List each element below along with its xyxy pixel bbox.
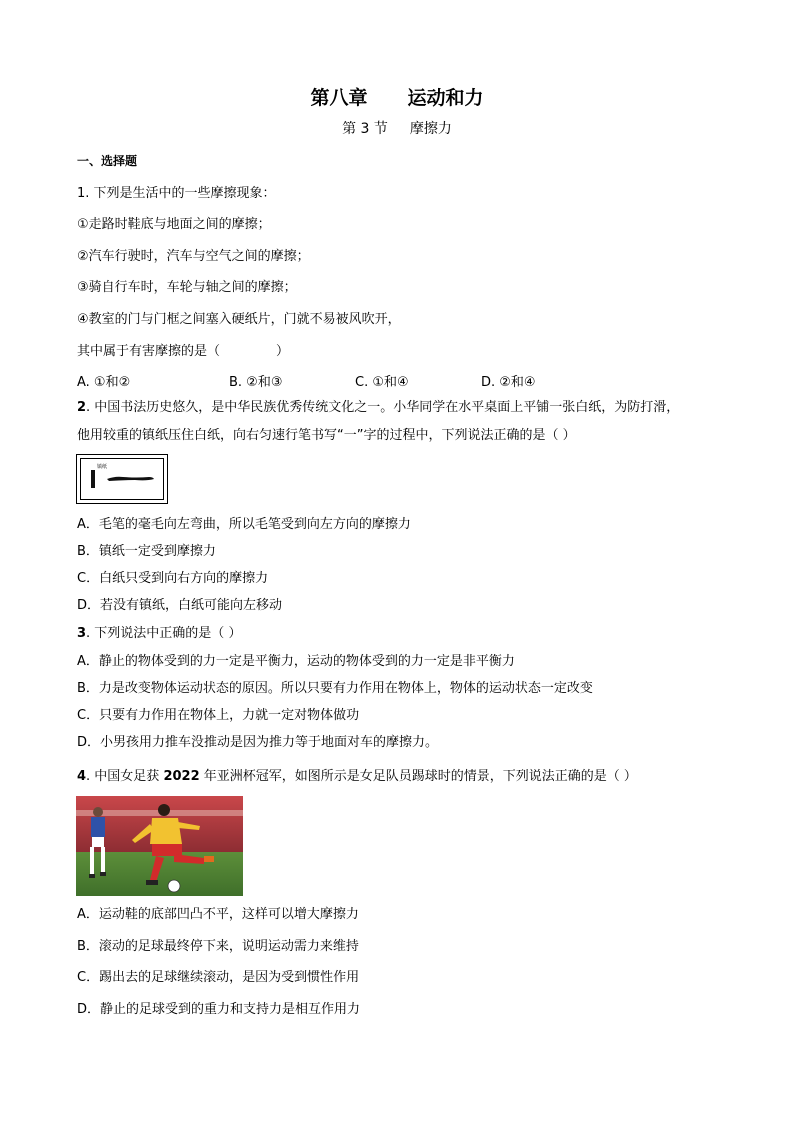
section-heading: 一、选择题 <box>77 154 138 168</box>
q2-option-d: D．若没有镇纸，白纸可能向左移动 <box>77 598 283 613</box>
q1-ask-close: ） <box>276 344 290 359</box>
q2-option-a: A．毛笔的毫毛向左弯曲，所以毛笔受到向左方向的摩擦力 <box>77 517 411 532</box>
q1-item-4: ④教室的门与门框之间塞入硬纸片，门就不易被风吹开， <box>77 312 401 327</box>
q1-option-a: A. ①和② <box>77 375 131 390</box>
q1-item-1: ①走路时鞋底与地面之间的摩擦； <box>77 217 271 232</box>
q1-ask-text: 其中属于有害摩擦的是（ <box>77 344 221 359</box>
soccer-photo <box>76 796 243 896</box>
q1-item-2: ②汽车行驶时，汽车与空气之间的摩擦； <box>77 249 310 264</box>
q1-stem: 1. 下列是生活中的一些摩擦现象： <box>77 186 276 201</box>
page-subtitle <box>0 120 794 138</box>
q1-ask <box>77 343 289 361</box>
calligraphy-figure <box>76 454 168 504</box>
paperweight-shape <box>91 470 95 488</box>
soccer-ball <box>168 880 180 892</box>
q2-stem-line1 <box>77 399 679 417</box>
q3-number: 3 <box>77 626 87 641</box>
soccer-scene <box>76 796 243 896</box>
q2-line1-text: . 中国书法历史悠久，是中华民族优秀传统文化之一。小华同学在水平桌面上平铺一张白纸，为防打滑， <box>86 400 680 415</box>
q2-option-c: C．白纸只受到向右方向的摩擦力 <box>77 571 269 586</box>
q4-option-a: A．运动鞋的底部凹凸不平，这样可以增大摩擦力 <box>77 907 359 922</box>
q4-option-d: D．静止的足球受到的重力和支持力是相互作用力 <box>77 1002 361 1017</box>
q4-stem <box>77 768 637 786</box>
q3-stem <box>77 625 241 643</box>
q4-option-c: C．踢出去的足球继续滚动，是因为受到惯性作用 <box>77 970 360 985</box>
q3-option-d: D．小男孩用力推车没推动是因为推力等于地面对车的摩擦力。 <box>77 735 439 750</box>
q2-number: 2 <box>77 400 87 415</box>
q1-option-c: C. ①和④ <box>355 375 409 390</box>
q4-year: 2022 <box>163 769 200 784</box>
q3-option-c: C．只要有力作用在物体上，力就一定对物体做功 <box>77 708 360 723</box>
q4-stem-a: . 中国女足获 <box>86 769 164 784</box>
calligraphy-drawing <box>77 455 167 503</box>
q1-item-3: ③骑自行车时，车轮与轴之间的摩擦； <box>77 280 297 295</box>
q1-option-d: D. ②和④ <box>481 375 536 390</box>
q3-option-a: A．静止的物体受到的力一定是平衡力，运动的物体受到的力一定是非平衡力 <box>77 654 515 669</box>
q4-stem-b: 年亚洲杯冠军，如图所示是女足队员踢球时的情景，下列说法正确的是（ ） <box>199 769 637 784</box>
section-number: 第 3 节 <box>342 121 388 137</box>
q3-stem-text: . 下列说法中正确的是（ ） <box>86 626 242 641</box>
q3-option-b: B．力是改变物体运动状态的原因。所以只要有力作用在物体上，物体的运动状态一定改变 <box>77 681 593 696</box>
page-title <box>0 86 794 110</box>
q2-stem-line2: 他用较重的镇纸压住白纸，向右匀速行笔书写“一”字的过程中，下列说法正确的是（ ） <box>77 428 576 443</box>
section-name: 摩擦力 <box>409 121 452 137</box>
chapter-label: 第八章 <box>310 87 368 109</box>
q4-option-b: B．滚动的足球最终停下来，说明运动需力来维持 <box>77 939 359 954</box>
paperweight-label: 镇纸 <box>97 464 108 470</box>
q4-number: 4 <box>77 769 87 784</box>
q2-option-b: B．镇纸一定受到摩擦力 <box>77 544 216 559</box>
chapter-topic: 运动和力 <box>407 87 484 109</box>
q1-option-b: B. ②和③ <box>229 375 283 390</box>
yi-character-stroke <box>107 477 154 481</box>
